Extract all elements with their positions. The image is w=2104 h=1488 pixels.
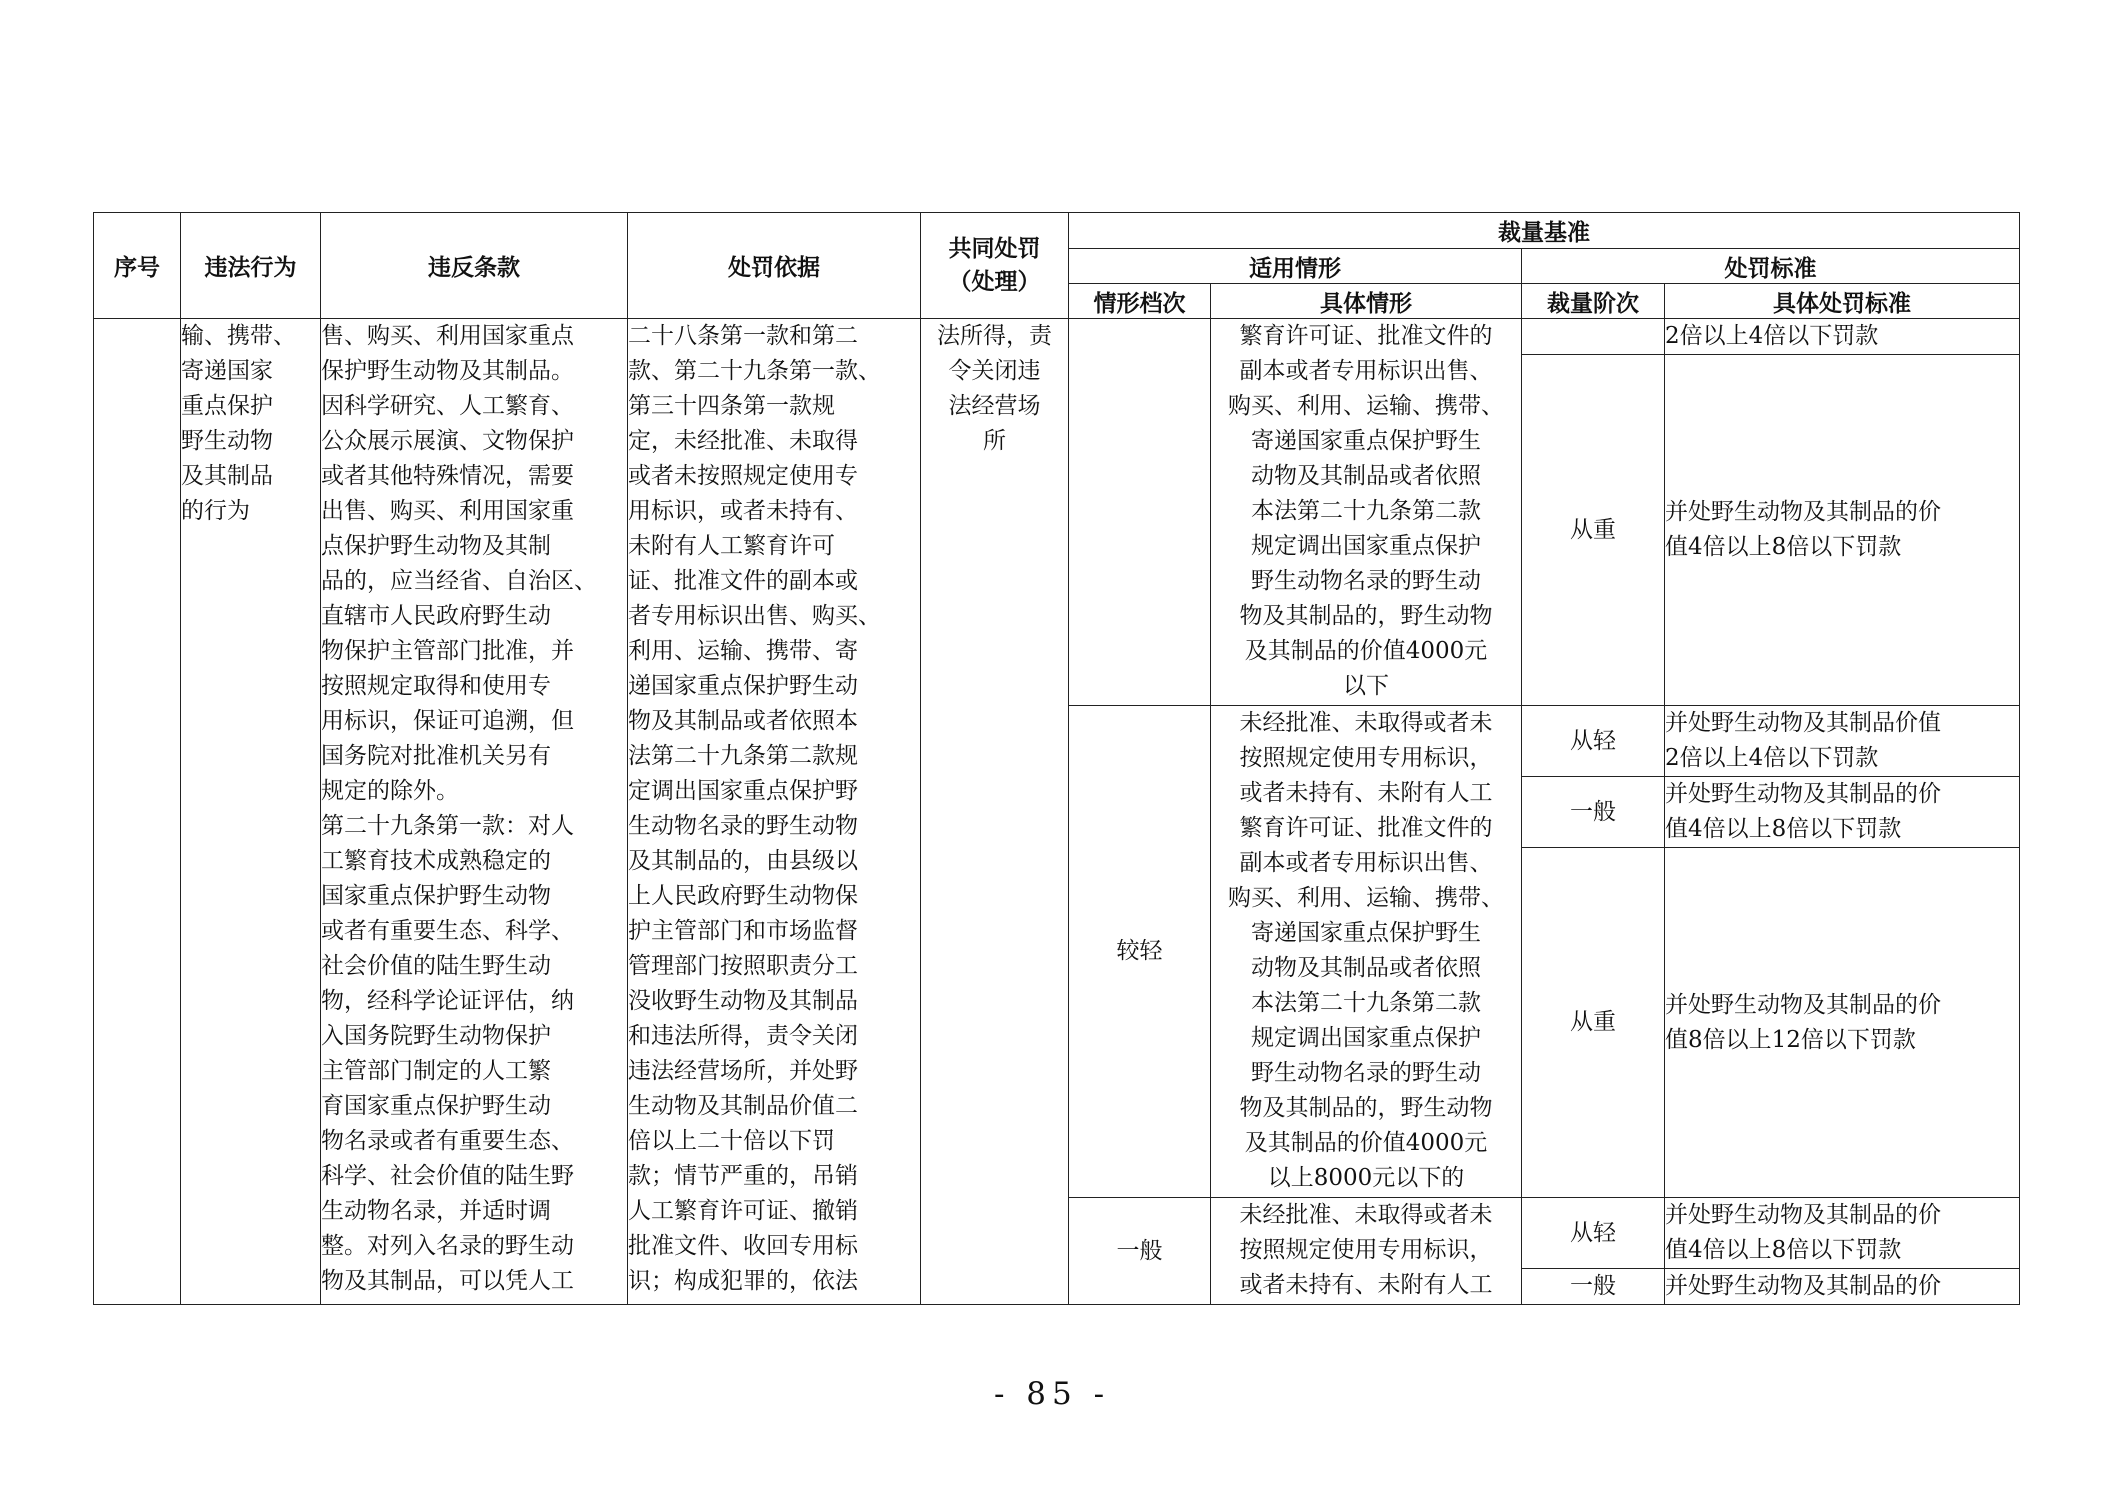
header-standard: 处罚标准 — [1522, 249, 2020, 284]
cell-situation: 未经批准、未取得或者未 按照规定使用专用标识， 或者未持有、未附有人工 — [1211, 1198, 1522, 1305]
cell-penalty: 并处野生动物及其制品价值 2倍以上4倍以下罚款 — [1665, 706, 2020, 777]
cell-behavior: 输、携带、 寄递国家 重点保护 野生动物 及其制品 的行为 — [181, 319, 321, 1305]
cell-penalty: 并处野生动物及其制品的价 值4倍以上8倍以下罚款 — [1665, 777, 2020, 848]
cell-penalty: 并处野生动物及其制品的价 — [1665, 1269, 2020, 1305]
header-penalty: 具体处罚标准 — [1665, 284, 2020, 319]
cell-level: 一般 — [1069, 1198, 1211, 1305]
cell-situation: 未经批准、未取得或者未 按照规定使用专用标识， 或者未持有、未附有人工 繁育许可证、批准文件的 副本或者专用标识出售、 购买、利用、运输、携带、 寄递国家重点保护野生 动物及其制品或者依照 本法第二十九条第二款 规定调出国家重点保护 野生动物名录的野生动 物及其制品的，野生动物 及其制品的价值4000元 以上8000元以下的 — [1211, 706, 1522, 1198]
cell-seq — [94, 319, 181, 1305]
cell-level — [1069, 319, 1211, 706]
cell-penalty: 2倍以上4倍以下罚款 — [1665, 319, 2020, 355]
header-behavior: 违法行为 — [181, 213, 321, 319]
cell-grade: 从轻 — [1522, 706, 1665, 777]
cell-grade — [1522, 319, 1665, 355]
penalty-benchmark-table — [93, 212, 2020, 1305]
cell-grade: 从重 — [1522, 355, 1665, 706]
cell-joint-penalty: 法所得，责 令关闭违 法经营场 所 — [921, 319, 1069, 1305]
cell-grade: 从重 — [1522, 848, 1665, 1198]
header-clause: 违反条款 — [321, 213, 628, 319]
page-number: - 85 - — [993, 1376, 1111, 1412]
cell-penalty: 并处野生动物及其制品的价 值4倍以上8倍以下罚款 — [1665, 355, 2020, 706]
header-specific: 具体情形 — [1211, 284, 1522, 319]
header-joint-penalty: 共同处罚 （处理） — [921, 213, 1069, 319]
cell-clause: 售、购买、利用国家重点 保护野生动物及其制品。 因科学研究、人工繁育、 公众展示展演、文物保护 或者其他特殊情况，需要 出售、购买、利用国家重 点保护野生动物及其制 品的，应当经省、自治区、 直辖市人民政府野生动 物保护主管部门批准，并 按照规定取得和使用专 用标识，保证可追溯，但 国务院对批准机关另有 规定的除外。 第二十九条第一款：对人 工繁育技术成熟稳定的 国家重点保护野生动物 或者有重要生态、科学、 社会价值的陆生野生动 物，经科学论证评估，纳 入国务院野生动物保护 主管部门制定的人工繁 育国家重点保护野生动 物名录或者有重要生态、 科学、社会价值的陆生野 生动物名录，并适时调 整。对列入名录的野生动 物及其制品，可以凭人工 — [321, 319, 628, 1305]
cell-level: 较轻 — [1069, 706, 1211, 1198]
cell-penalty: 并处野生动物及其制品的价 值8倍以上12倍以下罚款 — [1665, 848, 2020, 1198]
header-level: 情形档次 — [1069, 284, 1211, 319]
header-seq: 序号 — [94, 213, 181, 319]
cell-penalty: 并处野生动物及其制品的价 值4倍以上8倍以下罚款 — [1665, 1198, 2020, 1269]
header-benchmark: 裁量基准 — [1069, 213, 2020, 249]
cell-grade: 从轻 — [1522, 1198, 1665, 1269]
cell-grade: 一般 — [1522, 1269, 1665, 1305]
header-basis: 处罚依据 — [628, 213, 921, 319]
cell-basis: 二十八条第一款和第二 款、第二十九条第一款、 第三十四条第一款规 定，未经批准、未取得 或者未按照规定使用专 用标识，或者未持有、 未附有人工繁育许可 证、批准文件的副本或 者专用标识出售、购买、 利用、运输、携带、寄 递国家重点保护野生动 物及其制品或者依照本 法第二十九条第二款规 定调出国家重点保护野 生动物名录的野生动物 及其制品的，由县级以 上人民政府野生动物保 护主管部门和市场监督 管理部门按照职责分工 没收野生动物及其制品 和违法所得，责令关闭 违法经营场所，并处野 生动物及其制品价值二 倍以上二十倍以下罚 款；情节严重的，吊销 人工繁育许可证、撤销 批准文件、收回专用标 识；构成犯罪的，依法 — [628, 319, 921, 1305]
cell-grade: 一般 — [1522, 777, 1665, 848]
header-applicable: 适用情形 — [1069, 249, 1522, 284]
header-grade: 裁量阶次 — [1522, 284, 1665, 319]
cell-situation: 繁育许可证、批准文件的 副本或者专用标识出售、 购买、利用、运输、携带、 寄递国家重点保护野生 动物及其制品或者依照 本法第二十九条第二款 规定调出国家重点保护 野生动物名录的野生动 物及其制品的，野生动物 及其制品的价值4000元 以下 — [1211, 319, 1522, 706]
